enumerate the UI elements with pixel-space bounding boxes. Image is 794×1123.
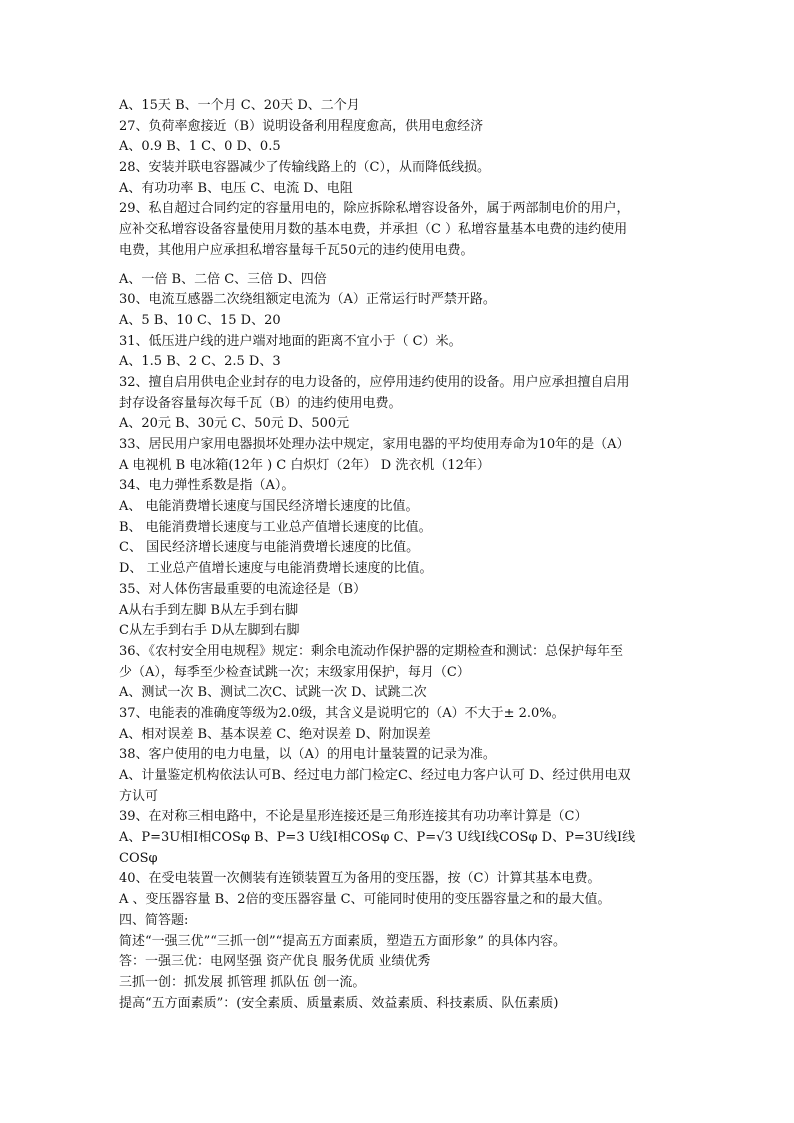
section-heading: 四、简答题: — [119, 912, 189, 928]
options-38-line-1: A、计量鉴定机构依法认可B、经过电力部门检定C、经过电力客户认可 D、经过供用电双 — [119, 768, 631, 783]
question-29-line-2: 应补交私增容设备容量使用月数的基本电费，并承担（C ）私增容量基本电费的违约使用 — [119, 222, 628, 238]
options-37: A、相对误差 B、基本误差 C、绝对误差 D、附加误差 — [119, 726, 431, 742]
option-34-d: D、 工业总产值增长速度与电能消费增长速度的比值。 — [119, 561, 433, 577]
options-33: A 电视机 B 电冰箱(12年 ) C 白炽灯（2年） D 洗衣机（12年） — [119, 457, 490, 473]
answer-line-1: 答：一强三优：电网坚强 资产优良 服务优质 业绩优秀 — [119, 954, 431, 970]
options-40: A 、变压器容量 B、2倍的变压器容量 C、可能同时使用的变压器容量之和的最大值。 — [119, 892, 611, 908]
document-body — [119, 96, 679, 1014]
options-36: A、测试一次 B、测试二次C、试跳一次 D、试跳二次 — [119, 685, 427, 701]
text-line: A、15天 B、一个月 C、20天 D、二个月 — [119, 98, 360, 113]
answer-line-2: 三抓一创：抓发展 抓管理 抓队伍 创一流。 — [119, 974, 366, 990]
question-27: 27、负荷率愈接近（B）说明设备利用程度愈高，供用电愈经济 — [119, 118, 484, 134]
options-38-line-2: 方认可 — [119, 788, 159, 804]
question-29-line-1: 29、私自超过合同约定的容量用电的，除应拆除私增容设备外，属于两部制电价的用户， — [119, 201, 630, 217]
option-34-c: C、 国民经济增长速度与电能消费增长速度的比值。 — [119, 540, 420, 556]
question-36-line-2: 少（A），每季至少检查试跳一次；末级家用保护，每月（C） — [119, 664, 470, 680]
question-36-line-1: 36、《农村安全用电规程》规定：剩余电流动作保护器的定期检查和测试：总保护每年至 — [119, 643, 624, 659]
options-31: A、1.5 B、2 C、2.5 D、3 — [119, 354, 281, 370]
short-answer-question: 简述“一强三优”“三抓一创”“提高五方面素质，塑造五方面形象” 的具体内容。 — [119, 933, 567, 949]
question-37: 37、电能表的准确度等级为2.0级，其含义是说明它的（A）不大于± 2.0%。 — [119, 705, 565, 721]
question-38: 38、客户使用的电力电量，以（A）的用电计量装置的记录为准。 — [119, 747, 496, 763]
question-33: 33、居民用户家用电器损坏处理办法中规定，家用电器的平均使用寿命为10年的是（A） — [119, 437, 630, 452]
question-34: 34、电力弹性系数是指（A）。 — [119, 478, 295, 494]
question-35: 35、对人体伤害最重要的电流途径是（B） — [119, 581, 367, 597]
question-31: 31、低压进户线的进户端对地面的距离不宜小于（ C）米。 — [119, 333, 462, 349]
options-35-line-1: A从右手到左脚 B从左手到右脚 — [119, 602, 299, 618]
question-30: 30、电流互感器二次绕组额定电流为（A）正常运行时严禁开路。 — [119, 292, 496, 308]
question-32-line-1: 32、擅自启用供电企业封存的电力设备的，应停用违约使用的设备。用户应承担擅自启用 — [119, 374, 630, 390]
options-39-line-1: A、P=3U相I相COSφ B、P=3 U线I相COSφ C、P=√3 U线I线COSφ D、P=3U线I线 — [119, 830, 636, 846]
option-34-a: A、 电能消费增长速度与国民经济增长速度的比值。 — [119, 499, 419, 515]
options-32: A、20元 B、30元 C、50元 D、500元 — [119, 416, 350, 432]
question-32-line-2: 封存设备容量每次每千瓦（B）的违约使用电费。 — [119, 395, 402, 411]
options-27: A、0.9 B、1 C、0 D、0.5 — [119, 139, 281, 155]
options-29: A、一倍 B、二倍 C、三倍 D、四倍 — [119, 271, 327, 287]
question-29-line-3: 电费，其他用户应承担私增容量每千瓦50元的违约使用电费。 — [119, 242, 474, 258]
option-34-b: B、 电能消费增长速度与工业总产值增长速度的比值。 — [119, 519, 432, 535]
options-35-line-2: C从左手到右手 D从左脚到右脚 — [119, 623, 300, 639]
paragraph-gap — [119, 262, 679, 270]
options-39-line-2: COSφ — [119, 850, 158, 866]
question-40: 40、在受电装置一次侧装有连锁装置互为备用的变压器，按（C）计算其基本电费。 — [119, 871, 601, 887]
question-28: 28、安装并联电容器减少了传输线路上的（C），从而降低线损。 — [119, 160, 490, 176]
options-30: A、5 B、10 C、15 D、20 — [119, 312, 281, 328]
question-39: 39、在对称三相电路中，不论是星形连接还是三角形连接其有功功率计算是（C） — [119, 809, 588, 825]
answer-line-3: 提高“五方面素质”：(安全素质、质量素质、效益素质、科技素质、队伍素质) — [119, 995, 559, 1011]
options-28: A、有功功率 B、电压 C、电流 D、电阻 — [119, 180, 353, 196]
